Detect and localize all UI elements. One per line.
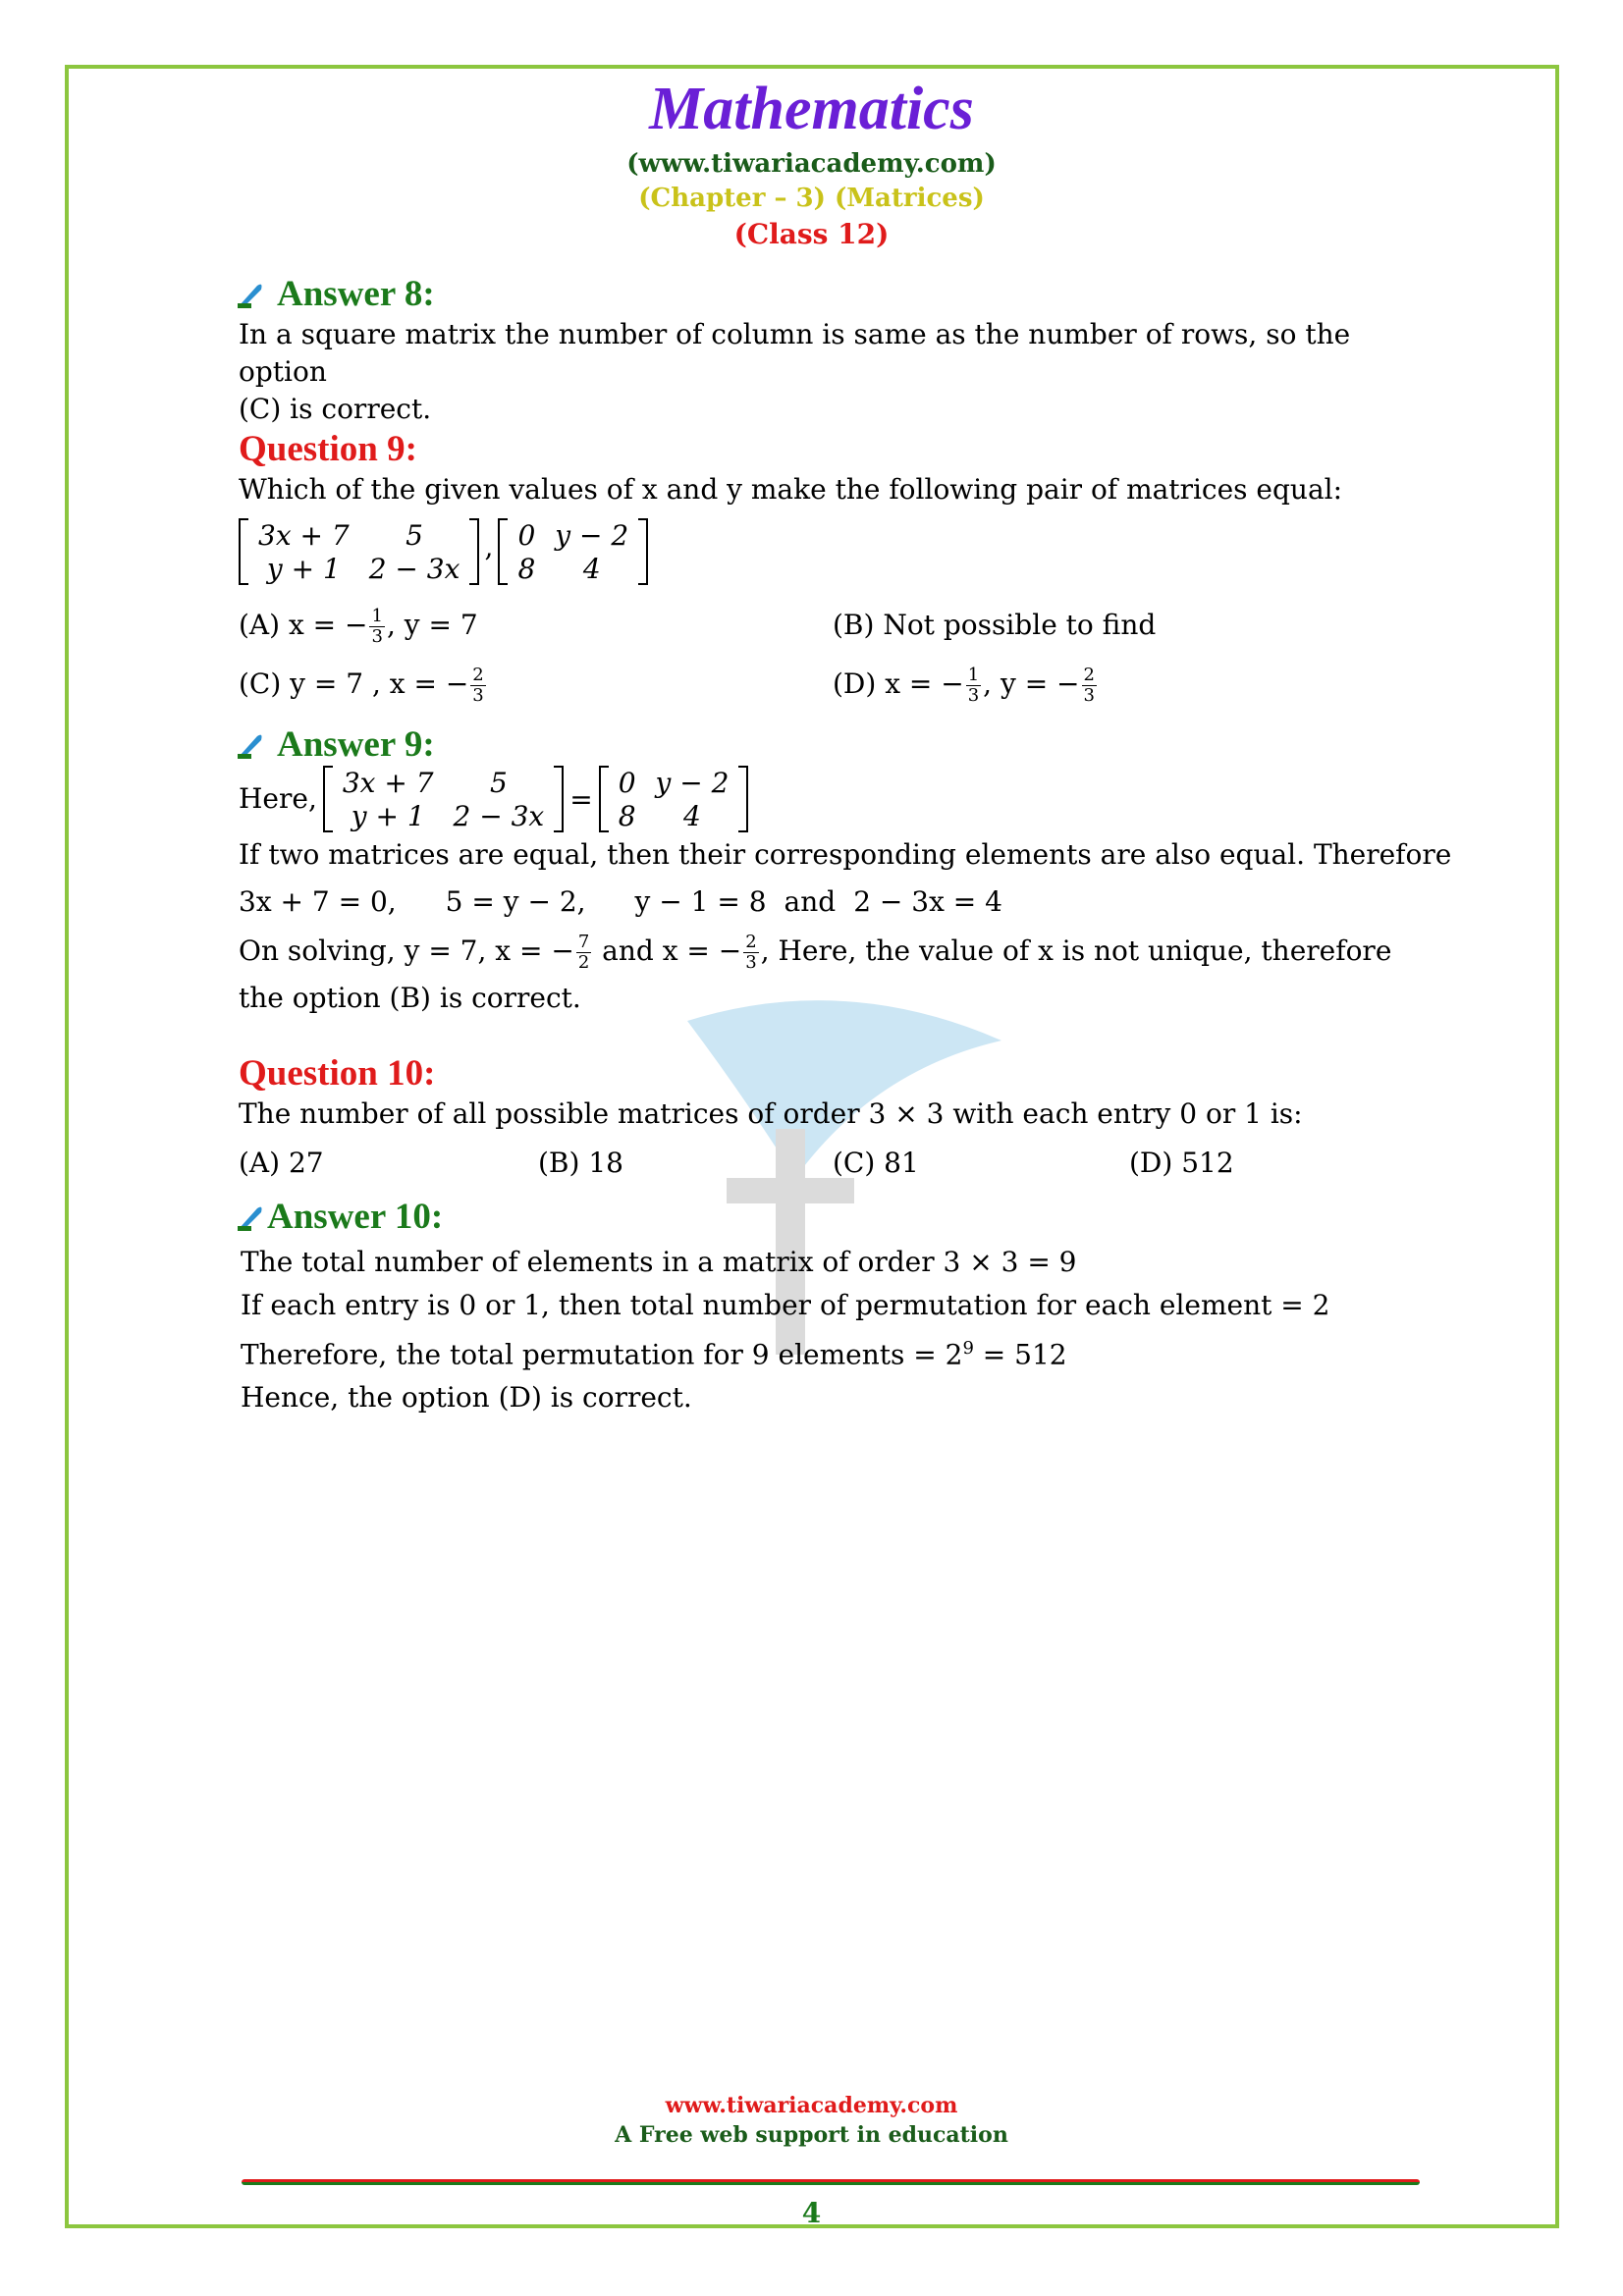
matrix-a-cell: 3x + 7 bbox=[258, 518, 350, 552]
answer-9-here: Here, bbox=[239, 782, 317, 815]
answer-9-equation: Here, 3x + 7 5 y + 1 2 − 3x = 0 y − 2 8 4 bbox=[239, 766, 748, 832]
answer-9-solve: On solving, y = 7, x = − $\frac{7}{2}$ and x = − $\frac{2}{3}$ , Here, the value of x is not unique, therefore bbox=[239, 932, 1392, 973]
question-9-option-a: (A) x = − $\frac{1}{3}$ , y = 7 bbox=[239, 606, 478, 647]
matrix-b-repeat bbox=[599, 766, 749, 832]
header-class: (Class 12) bbox=[733, 218, 890, 250]
answer-9-title: Answer 9 bbox=[277, 724, 423, 765]
question-9-option-b: (B) Not possible to find bbox=[833, 609, 1157, 641]
question-10-prompt: The number of all possible matrices of order 3 × 3 with each entry 0 or 1 is: bbox=[239, 1097, 1303, 1130]
pen-icon bbox=[236, 730, 265, 760]
answer-10-title: Answer 10 bbox=[267, 1197, 431, 1237]
equation: y − 1 = 8 bbox=[634, 885, 767, 918]
answer-10-line3: Therefore, the total permutation for 9 elements = $2^9 = 512$ bbox=[241, 1338, 1067, 1371]
question-9-prompt: Which of the given values of x and y make the following pair of matrices equal: bbox=[239, 473, 1343, 506]
equation: 2 − 3x = 4 bbox=[853, 885, 1002, 918]
question-9-option-d: (D) x = − $\frac{1}{3}$ , y = − $\frac{2}{3}$ bbox=[833, 665, 1095, 706]
answer-9-conclusion: the option (B) is correct. bbox=[239, 982, 581, 1014]
page-number: 4 bbox=[801, 2197, 822, 2229]
matrix-a-cell: 5 bbox=[406, 518, 423, 552]
header-chapter: (Chapter – 3) (Matrices) bbox=[638, 184, 985, 213]
question-9-matrices: 3x + 7 5 y + 1 2 − 3x , 0 y − 2 8 4 bbox=[239, 518, 648, 585]
answer-8-body bbox=[239, 316, 1397, 428]
answer-8-title: Answer 8 bbox=[277, 274, 423, 314]
equation: 3x + 7 = 0, bbox=[239, 885, 397, 918]
answer-9-heading: Answer 9: bbox=[236, 723, 435, 766]
footer-url: www.tiwariacademy.com bbox=[665, 2093, 958, 2118]
matrix-a bbox=[239, 518, 479, 585]
matrix-a-repeat bbox=[323, 766, 564, 832]
page-title: Mathematics bbox=[649, 76, 974, 142]
question-10-option-b: (B) 18 bbox=[538, 1147, 623, 1179]
matrix-cell: 0 bbox=[618, 766, 636, 799]
matrix-b-cell: 0 bbox=[517, 518, 536, 552]
answer-10-line1: The total number of elements in a matrix of order 3 × 3 = 9 bbox=[241, 1246, 1077, 1278]
matrix-cell: 3x + 7 bbox=[342, 766, 434, 799]
answer-10-body bbox=[241, 1241, 1329, 1419]
matrix-a-cell: y + 1 bbox=[266, 552, 341, 585]
matrix-cell: 2 − 3x bbox=[453, 799, 545, 832]
matrix-b-cell: y − 2 bbox=[555, 518, 629, 552]
footer-tagline: A Free web support in education bbox=[615, 2122, 1008, 2148]
matrix-b-cell: 4 bbox=[582, 552, 601, 585]
matrix-cell: 4 bbox=[683, 799, 701, 832]
matrix-cell: y − 2 bbox=[655, 766, 730, 799]
question-10-option-d: (D) 512 bbox=[1129, 1147, 1234, 1179]
answer-10-line2: If each entry is 0 or 1, then total number of permutation for each element = 2 bbox=[241, 1289, 1330, 1321]
answer-10-heading: Answer 10: bbox=[236, 1196, 443, 1238]
question-9-title: Question 9 bbox=[239, 429, 406, 469]
header-url: (www.tiwariacademy.com) bbox=[626, 149, 997, 179]
question-10-title: Question 10 bbox=[239, 1053, 424, 1094]
question-9-heading: Question 9: bbox=[239, 429, 417, 469]
matrix-b-cell: 8 bbox=[517, 552, 536, 585]
question-9-option-c: (C) y = 7 , x = − $\frac{2}{3}$ bbox=[239, 665, 484, 706]
answer-8-heading: Answer 8: bbox=[236, 273, 435, 315]
pen-icon bbox=[236, 1202, 265, 1232]
answer-9-equations bbox=[239, 883, 1002, 921]
answer-9-line1: If two matrices are equal, then their corresponding elements are also equal. Therefore bbox=[239, 838, 1452, 871]
equation: 5 = y − 2, bbox=[445, 885, 586, 918]
question-10-option-a: (A) 27 bbox=[239, 1147, 324, 1179]
question-10-heading: Question 10: bbox=[239, 1053, 436, 1094]
matrix-cell: y + 1 bbox=[351, 799, 425, 832]
answer-10-line4: Hence, the option (D) is correct. bbox=[241, 1381, 692, 1415]
equation-and: and bbox=[784, 885, 837, 918]
answer-8-line1: In a square matrix the number of column is same as the number of rows, so the option bbox=[239, 318, 1351, 388]
matrix-a-cell: 2 − 3x bbox=[368, 552, 460, 585]
matrix-b bbox=[498, 518, 648, 585]
answer-8-line2: (C) is correct. bbox=[239, 393, 432, 425]
matrix-cell: 5 bbox=[489, 766, 508, 799]
matrix-cell: 8 bbox=[618, 799, 636, 832]
pen-icon bbox=[236, 280, 265, 309]
footer-divider bbox=[242, 2179, 1420, 2185]
question-10-option-c: (C) 81 bbox=[833, 1147, 919, 1179]
